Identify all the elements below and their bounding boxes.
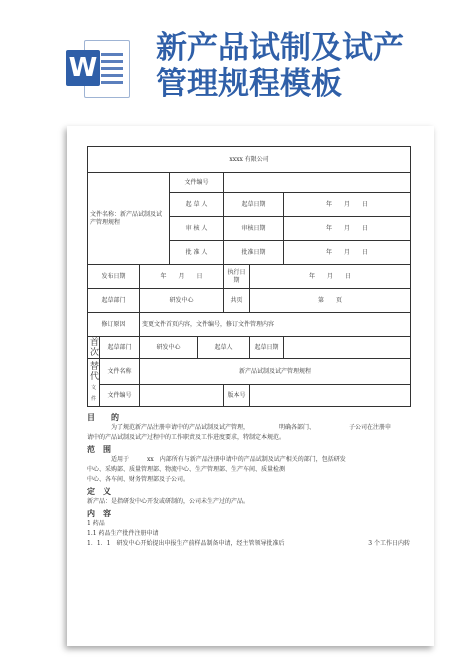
scope-line-3: 中心、各车间、财务管理部及子公司。 xyxy=(87,476,190,483)
content-item-1-1: 1.1 药品生产批件注册申请 xyxy=(87,530,159,537)
purpose-text-3: 子公司在注册申 xyxy=(349,424,392,431)
item-1-1-1-text: 1．1．1 研发中心开始提出申报生产前样品制备申请，经主管领导批准后 xyxy=(87,540,285,547)
file-label: 文件 xyxy=(90,384,96,402)
replaced-name-label: 文件名称 xyxy=(100,359,140,385)
review-date-label: 审核日期 xyxy=(224,217,284,241)
exec-date-label: 执行日期 xyxy=(224,265,250,289)
approve-date-label: 批准日期 xyxy=(224,241,284,265)
first-person-label: 起草人 xyxy=(198,337,250,359)
drafting-dept-value: 研发中心 xyxy=(140,289,224,313)
total-pages: 共页 xyxy=(224,289,250,313)
approver-label: 批 准 人 xyxy=(170,241,224,265)
document-preview[interactable] xyxy=(67,126,434,646)
document-form-table xyxy=(87,146,411,407)
replaced-name-value: 新产品试制及试产管理规程 xyxy=(140,359,411,385)
version-no-value xyxy=(250,385,411,407)
title-line-1: 新产品试制及试产 xyxy=(156,30,404,66)
purpose-text-1: 为了规范新产品注册申请中的产品试制及试产管理， xyxy=(111,424,250,431)
reviewer-label: 审 核 人 xyxy=(170,217,224,241)
company-name: xxxx 有限公司 xyxy=(88,147,411,173)
page-title xyxy=(156,30,456,102)
first-issue-label: 首次 xyxy=(88,337,100,359)
document-body xyxy=(87,411,410,549)
drafter-label: 起 草 人 xyxy=(170,193,224,217)
document-name-label: 文件名称：新产品试制及试产管理规程 xyxy=(88,173,170,265)
section-scope-heading: 范 围 xyxy=(87,444,111,454)
scope-line-1: 适用于 xx 内部所有与新产品注册申请中的产品试制及试产相关的部门，包括研发 xyxy=(111,456,346,463)
draft-date-label: 起草日期 xyxy=(224,193,284,217)
scope-line-2: 中心、采购部、质量管理部、物流中心、生产管理部、生产车间、质量检测 xyxy=(87,466,286,473)
first-dept-label: 起草部门 xyxy=(100,337,140,359)
issue-date-label: 发布日期 xyxy=(88,265,140,289)
exec-date-value: 年 月 日 xyxy=(250,265,411,289)
definition-line: 新产品：是指研发中心开发或研制的，公司未生产过的产品。 xyxy=(87,498,250,505)
first-date-label: 起草日期 xyxy=(250,337,284,359)
replaced-no-value xyxy=(140,385,224,407)
header xyxy=(0,0,474,112)
purpose-line-2: 请中的产品试制及试产过程中的工作职责及工作进度要求，特制定本规范。 xyxy=(87,434,286,441)
approve-date-value: 年 月 日 xyxy=(284,241,411,265)
doc-number-value[interactable] xyxy=(224,173,411,193)
issue-date-value: 年 月 日 xyxy=(140,265,224,289)
purpose-line-1 xyxy=(87,423,410,433)
purpose-text-2: 明确各部门、 xyxy=(279,424,316,431)
replace-label xyxy=(88,359,100,407)
title-line-2: 管理规程模板 xyxy=(156,66,342,102)
item-1-1-1-right: 3 个工作日内转 xyxy=(368,540,410,547)
review-date-value: 年 月 日 xyxy=(284,217,411,241)
version-no-label: 版本号 xyxy=(224,385,250,407)
word-badge: W xyxy=(66,50,100,86)
section-definition-heading: 定 义 xyxy=(87,486,111,496)
replace-text: 替代 xyxy=(90,361,100,382)
section-content-heading: 内 容 xyxy=(87,508,111,518)
content-item-1-1-1 xyxy=(87,539,410,549)
revision-reason-value: 变更文件首页内容，文件编号，修订文件管理内容 xyxy=(140,313,411,337)
first-date-value xyxy=(284,337,411,359)
page-number: 第 页 xyxy=(250,289,411,313)
first-dept-value: 研发中心 xyxy=(140,337,198,359)
word-document-icon xyxy=(66,38,130,98)
doc-number-label: 文件编号 xyxy=(170,173,224,193)
replaced-no-label: 文件编号 xyxy=(100,385,140,407)
draft-date-value: 年 月 日 xyxy=(284,193,411,217)
revision-reason-label: 修订原因 xyxy=(88,313,140,337)
content-item-1: 1 药品 xyxy=(87,520,105,527)
section-purpose-heading: 目 的 xyxy=(87,412,119,422)
document-content xyxy=(87,146,410,549)
drafting-dept-label: 起草部门 xyxy=(88,289,140,313)
